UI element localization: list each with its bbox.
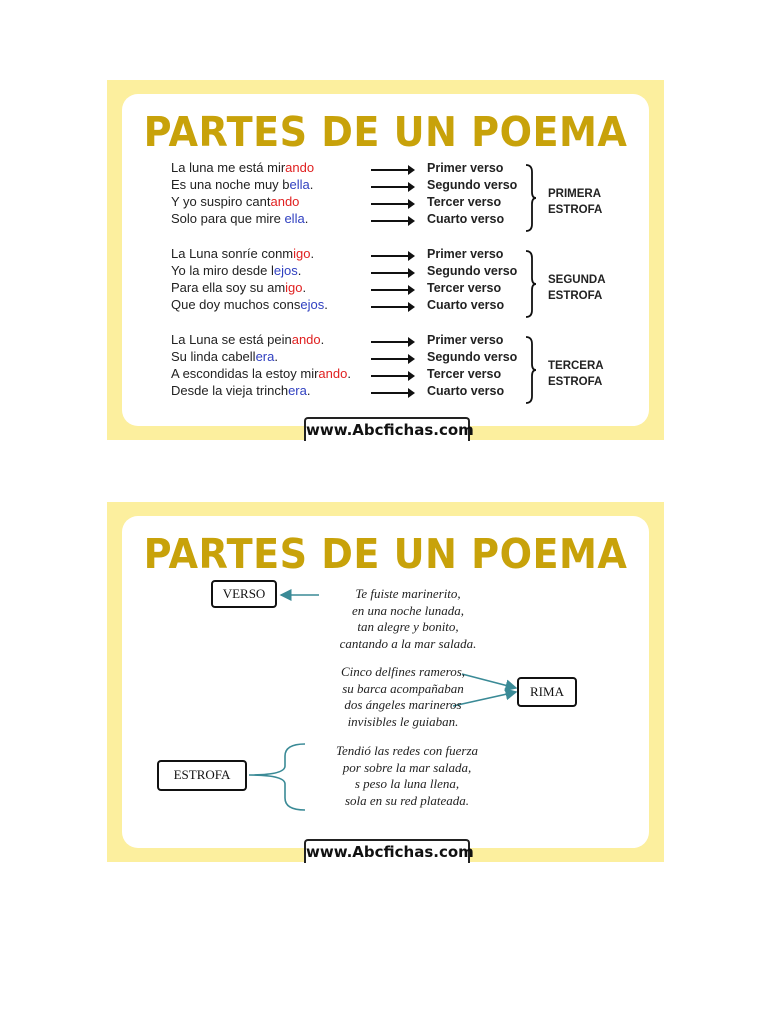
verso-box: VERSO: [211, 580, 277, 608]
verse-label: Tercer verso: [427, 367, 502, 381]
rhyme-ending: era: [255, 349, 275, 364]
curly-brace-icon: [524, 164, 536, 232]
poem-line: Para ella soy su amigo.: [171, 280, 307, 295]
poem-line: La Luna sonríe conmigo.: [171, 246, 315, 261]
right-arrow-icon: [371, 358, 413, 360]
verse-label: Primer verso: [427, 333, 504, 347]
stanza-group-2: [122, 246, 649, 316]
right-arrow-icon: [371, 203, 413, 205]
right-arrow-icon: [371, 392, 413, 394]
poem-parts-card-diagram: [107, 502, 664, 862]
rhyme-ending: ella: [289, 177, 310, 192]
website-footer: www.Abcfichas.com: [304, 417, 470, 441]
curly-brace-icon: [524, 250, 536, 318]
stanza-group-3: [122, 332, 649, 402]
poem-stanza-2: Cinco delfines rameros, su barca acompañaban dos ángeles marineros invisibles le guiaban.: [340, 664, 466, 729]
stanza-label: SEGUNDA ESTROFA: [548, 274, 606, 302]
stanza-label: PRIMERA ESTROFA: [548, 188, 603, 216]
verse-label: Tercer verso: [427, 195, 502, 209]
poem-line: A escondidas la estoy mirando.: [171, 366, 351, 381]
verse-label: Cuarto verso: [427, 298, 505, 312]
right-arrow-icon: [371, 289, 413, 291]
stanza-label: TERCERA ESTROFA: [548, 360, 604, 388]
poem-line: Y yo suspiro cantando: [171, 194, 300, 209]
rhyme-ending: igo: [293, 246, 311, 261]
website-footer: www.Abcfichas.com: [304, 839, 470, 863]
right-arrow-icon: [371, 255, 413, 257]
right-arrow-icon: [371, 186, 413, 188]
poem-line: Que doy muchos consejos.: [171, 297, 328, 312]
right-arrow-icon: [371, 220, 413, 222]
poem-line: Yo la miro desde lejos.: [171, 263, 302, 278]
card-title: PARTES DE UN POEMA: [143, 530, 628, 578]
rhyme-ending: ejos: [273, 263, 298, 278]
right-arrow-icon: [371, 272, 413, 274]
poem-line: Es una noche muy bella.: [171, 177, 314, 192]
rhyme-ending: ella: [284, 211, 305, 226]
rhyme-ending: ando: [270, 194, 300, 209]
rima-box: RIMA: [517, 677, 577, 707]
right-arrow-icon: [371, 306, 413, 308]
verse-label: Segundo verso: [427, 264, 518, 278]
rhyme-ending: igo: [285, 280, 303, 295]
right-arrow-icon: [371, 169, 413, 171]
rhyme-ending: ando: [291, 332, 321, 347]
verse-label: Primer verso: [427, 247, 504, 261]
verse-label: Cuarto verso: [427, 384, 505, 398]
verse-label: Segundo verso: [427, 178, 518, 192]
poem-parts-card-verses: [107, 80, 664, 440]
card-inner: [122, 94, 649, 426]
poem-line: Solo para que mire ella.: [171, 211, 309, 226]
poem-stanza-1: Te fuiste marinerito, en una noche lunada, tan alegre y bonito, cantando a la mar salada.: [339, 586, 477, 651]
verse-label: Tercer verso: [427, 281, 502, 295]
right-arrow-icon: [371, 341, 413, 343]
verse-label: Cuarto verso: [427, 212, 505, 226]
verse-label: Segundo verso: [427, 350, 518, 364]
poem-line: La luna me está mirando: [171, 160, 315, 175]
verse-label: Primer verso: [427, 161, 504, 175]
poem-line: La Luna se está peinando.: [171, 332, 325, 347]
curly-brace-icon: [524, 336, 536, 404]
poem-stanza-3: Tendió las redes con fuerza por sobre la mar salada, s peso la luna llena, sola en su red plateada.: [335, 743, 479, 808]
rhyme-ending: ando: [285, 160, 315, 175]
rhyme-ending: ando: [318, 366, 348, 381]
poem-line: Su linda cabellera.: [171, 349, 278, 364]
right-arrow-icon: [371, 375, 413, 377]
stanza-group-1: [122, 160, 649, 230]
rhyme-ending: ejos: [300, 297, 325, 312]
rhyme-ending: era: [288, 383, 307, 398]
estrofa-box: ESTROFA: [157, 760, 247, 791]
estrofa-brace: [249, 744, 305, 810]
poem-line: Desde la vieja trinchera.: [171, 383, 311, 398]
card-title: PARTES DE UN POEMA: [143, 108, 628, 156]
